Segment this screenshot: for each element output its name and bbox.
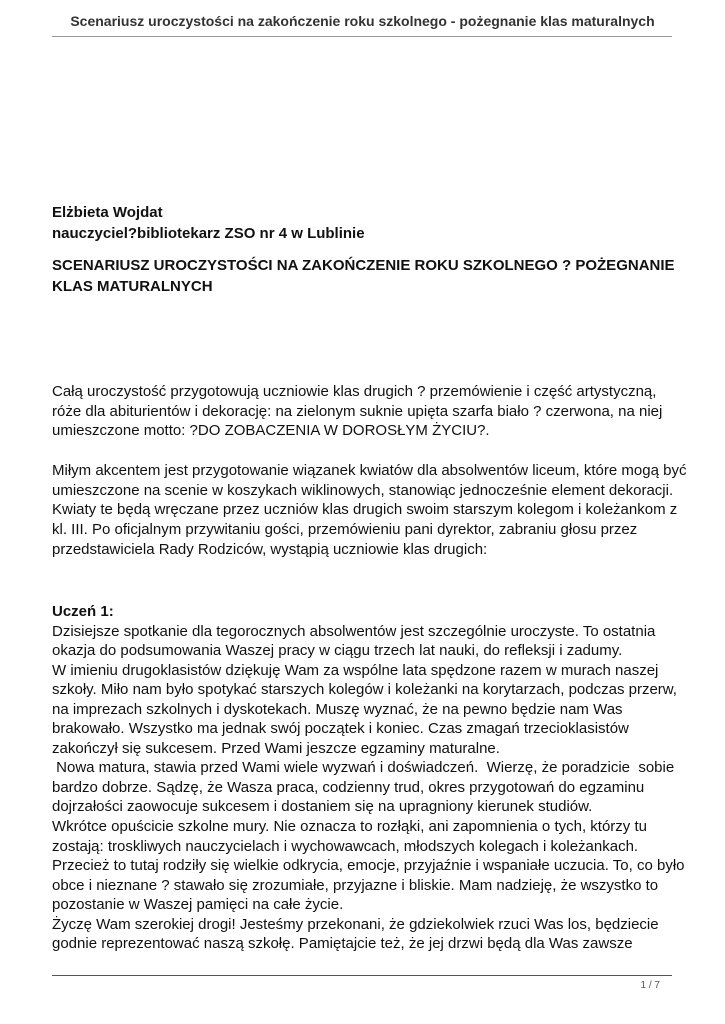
text-line: szkoły. Miło nam było spotykać starszych kolegów i koleżanki na korytarzach, podczas przerw,	[52, 681, 677, 699]
footer-divider	[52, 975, 672, 976]
page-header-title: Scenariusz uroczystości na zakończenie roku szkolnego - pożegnanie klas maturalnych	[70, 13, 655, 29]
text-line: zostają: troskliwych nauczycielach i wychowawcach, młodszych kolegach i koleżankach.	[52, 837, 639, 855]
text-line: bardzo dobrze. Sądzę, że Wasza praca, codzienny trud, okres przygotowań do egzaminu	[52, 778, 645, 796]
speech-body	[52, 622, 692, 954]
author-name: Elżbieta Wojdat	[52, 204, 163, 221]
text-line: Kwiaty te będą wręczane przez uczniów klas drugich swoim starszym kolegom i koleżankom z	[52, 501, 678, 519]
speech-section	[52, 602, 692, 954]
page-number: 1 / 7	[640, 980, 660, 991]
header-divider	[52, 36, 672, 37]
speaker-heading: Uczeń 1:	[52, 603, 114, 620]
text-line: brakowało. Wszystko ma jednak swój początek i koniec. Czas zmagań trzecioklasistów	[52, 720, 629, 738]
text-line: Przecież to tutaj rodziły się wielkie odkrycia, emocje, przyjaźnie i wspaniałe uczucia. To, co było	[52, 857, 685, 875]
text-line: W imieniu drugoklasistów dziękuję Wam za wspólne lata spędzone razem w murach naszej	[52, 661, 659, 679]
intro-paragraph-1	[52, 382, 692, 441]
text-line: Dzisiejsze spotkanie dla tegorocznych absolwentów jest szczególnie uroczyste. To ostatnia	[52, 622, 656, 640]
text-line: Miłym akcentem jest przygotowanie wiązanek kwiatów dla absolwentów liceum, które mogą być	[52, 461, 687, 479]
text-line: Życzę Wam szerokiej drogi! Jesteśmy przekonani, że gdziekolwiek rzuci Was los, będziecie	[52, 915, 659, 933]
intro-paragraph-2	[52, 461, 692, 560]
document-title	[52, 256, 682, 297]
text-line: Wkrótce opuścicie szkolne mury. Nie oznacza to rozłąki, ani zapomnienia o tych, którzy tu	[52, 818, 647, 836]
text-line: dojrzałości zaowocuje sukcesem i dostaniem się na upragniony kierunek studiów.	[52, 798, 593, 816]
document-title-line: KLAS MATURALNYCH	[52, 277, 213, 295]
text-line: umieszczone motto: ?DO ZOBACZENIA W DOROSŁYM ŻYCIU?.	[52, 422, 490, 440]
text-line: umieszczone na scenie w koszykach wiklinowych, stanowiąc jednocześnie element dekoracji.	[52, 481, 674, 499]
text-line: kl. III. Po oficjalnym przywitaniu gości, przemówieniu pani dyrektor, zabraniu głosu przez	[52, 520, 638, 538]
text-line: Nowa matura, stawia przed Wami wiele wyzwań i doświadczeń. Wierzę, że poradzicie sobie	[52, 759, 675, 777]
text-line: przedstawiciela Rady Rodziców, wystąpią uczniowie klas drugich:	[52, 540, 488, 558]
text-line: pozostanie w Waszej pamięci na całe życie.	[52, 896, 344, 914]
author-role: nauczyciel?bibliotekarz ZSO nr 4 w Lublinie	[52, 225, 365, 242]
author-block	[52, 202, 692, 244]
text-line: róże dla abiturientów i dekorację: na zielonym suknie upięta szarfa biało ? czerwona, na niej	[52, 402, 663, 420]
document-title-line: SCENARIUSZ UROCZYSTOŚCI NA ZAKOŃCZENIE ROKU SZKOLNEGO ? POŻEGNANIE	[52, 257, 675, 274]
intro-section	[52, 382, 692, 579]
text-line: obce i nieznane ? stawało się zrozumiałe, przyjazne i bliskie. Mam nadzieję, że wszystko to	[52, 876, 659, 894]
text-line: godnie reprezentować naszą szkołę. Pamiętajcie też, że jej drzwi będą dla Was zawsze	[52, 935, 633, 953]
text-line: na imprezach szkolnych i dyskotekach. Muszę wyznać, że na pewno będzie nam Was	[52, 700, 623, 718]
text-line: okazja do podsumowania Waszej pracy w ciągu trzech lat nauki, do refleksji i zadumy.	[52, 642, 623, 660]
text-line: Całą uroczystość przygotowują uczniowie klas drugich ? przemówienie i część artystyczną,	[52, 383, 657, 400]
text-line: zakończył się sukcesem. Przed Wami jeszcze egzaminy maturalne.	[52, 739, 500, 757]
